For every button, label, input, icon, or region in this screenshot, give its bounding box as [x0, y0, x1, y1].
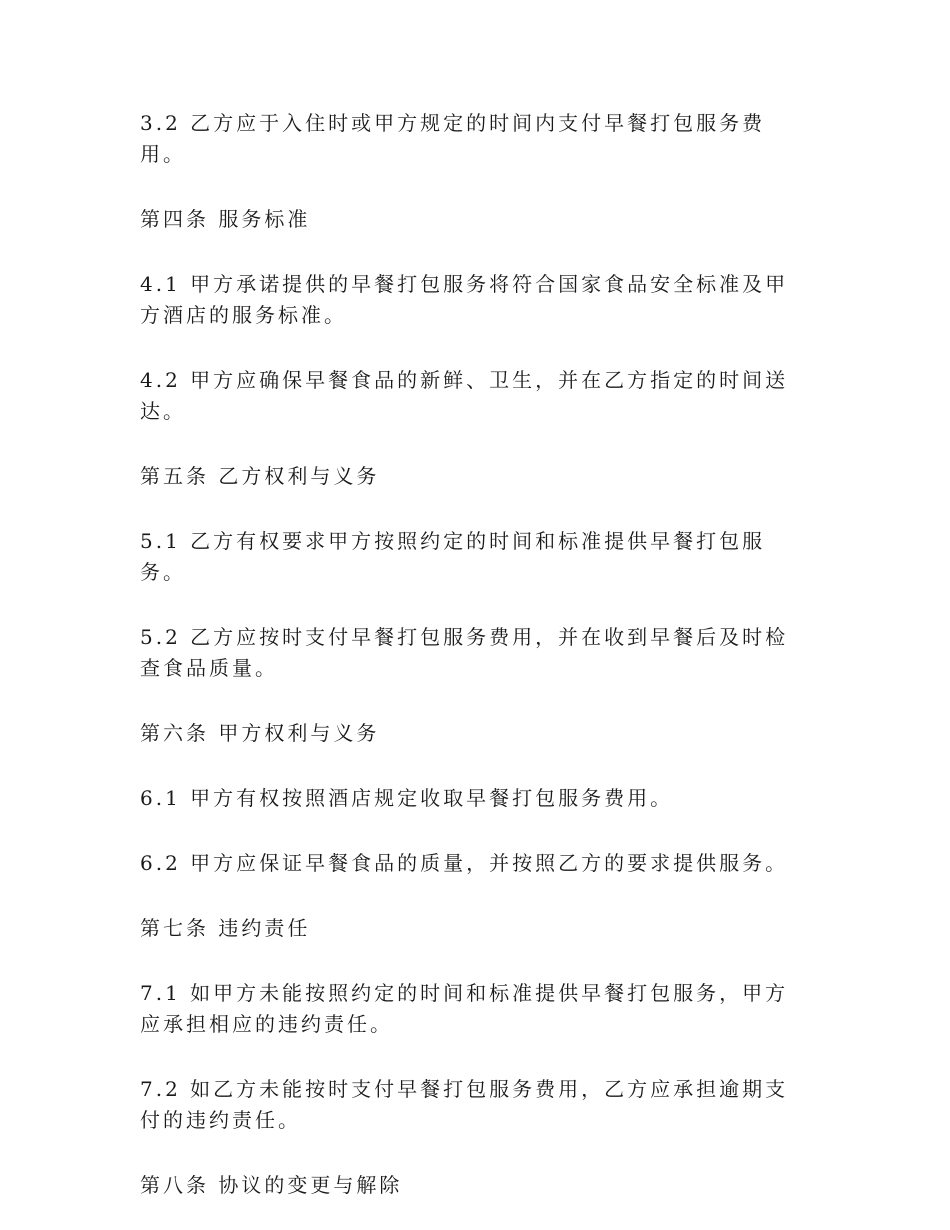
article-8-heading: 第八条 协议的变更与解除 [140, 1173, 403, 1197]
clause-3-2: 3.2 乙方应于入住时或甲方规定的时间内支付早餐打包服务费用。 [140, 111, 766, 166]
clause-5-2: 5.2 乙方应按时支付早餐打包服务费用，并在收到早餐后及时检查食品质量。 [140, 625, 789, 680]
article-5-heading: 第五条 乙方权利与义务 [140, 464, 380, 488]
clause-4-1: 4.1 甲方承诺提供的早餐打包服务将符合国家食品安全标准及甲方酒店的服务标准。 [140, 272, 789, 327]
clause-6-2: 6.2 甲方应保证早餐食品的质量，并按照乙方的要求提供服务。 [140, 851, 789, 875]
document-page [140, 108, 810, 1201]
clause-6-1: 6.1 甲方有权按照酒店规定收取早餐打包服务费用。 [140, 786, 674, 810]
article-4-heading: 第四条 服务标准 [140, 207, 311, 231]
clause-4-2: 4.2 甲方应确保早餐食品的新鲜、卫生，并在乙方指定的时间送达。 [140, 368, 789, 423]
article-6-heading: 第六条 甲方权利与义务 [140, 721, 380, 745]
clause-7-1: 7.1 如甲方未能按照约定的时间和标准提供早餐打包服务，甲方应承担相应的违约责任。 [140, 981, 789, 1036]
clause-5-1: 5.1 乙方有权要求甲方按照约定的时间和标准提供早餐打包服务。 [140, 529, 766, 584]
clause-7-2: 7.2 如乙方未能按时支付早餐打包服务费用，乙方应承担逾期支付的违约责任。 [140, 1077, 789, 1132]
article-7-heading: 第七条 违约责任 [140, 916, 311, 940]
